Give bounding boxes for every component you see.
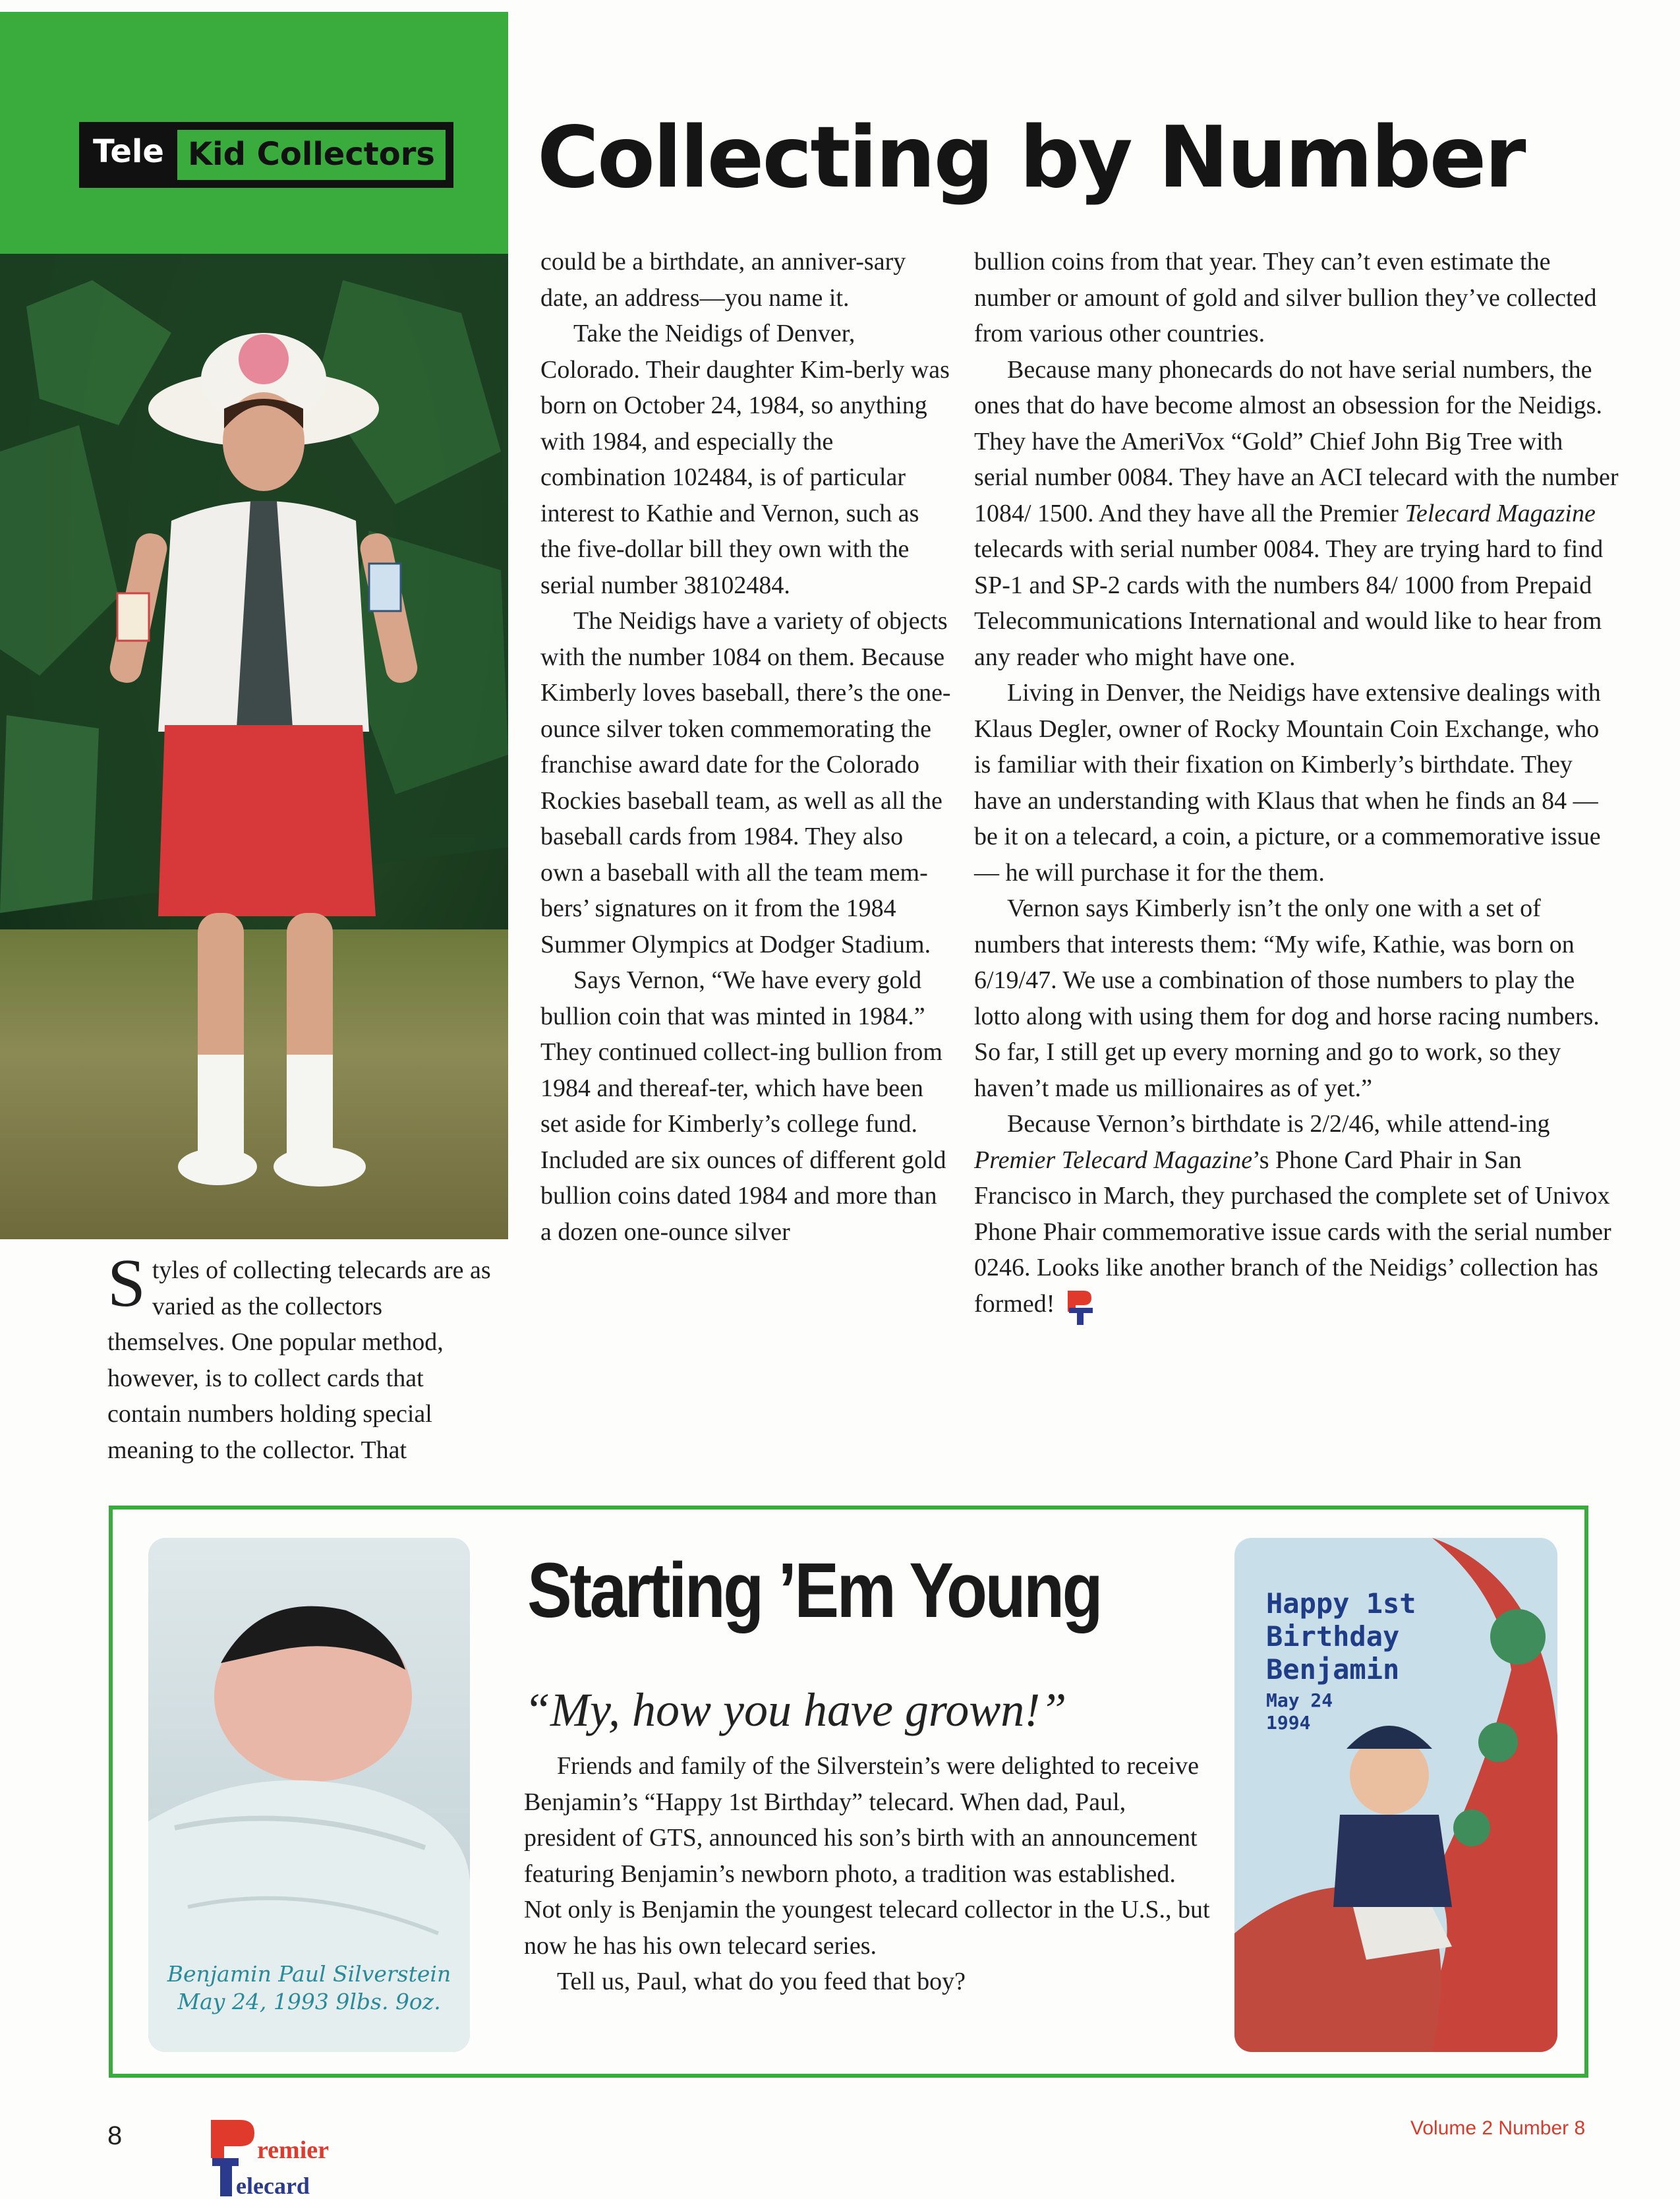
article-col2-paragraph-2: Take the Neidigs of Denver, Colorado. Their daughter Kim-berly was born on October 24, 1984, so anything with 1984, and especially the combination 102484, is of particular interest to Kathie and Vernon, such as the five-dollar bill they own with the serial number 38102484.: [540, 320, 950, 599]
telecard-newborn: [148, 1538, 470, 2052]
article-col3-paragraph-4: Vernon says Kimberly isn’t the only one with a set of numbers that interests them: “My wife, Kathie, was born on 6/19/47. We use a combination of those numbers to play the lotto along with using them for dog and horse racing numbers. So far, I still get up every morning and go to work, so they haven’t made us millionaires as of yet.”: [974, 894, 1600, 1102]
section-label: [79, 122, 453, 188]
sidebar-pull-quote: “My, how you have grown!”: [524, 1684, 1067, 1736]
section-label-tele: Tele: [93, 133, 164, 170]
sidebar-title: Starting ’Em Young: [527, 1547, 1101, 1634]
logo-text-telecard: elecard: [236, 2173, 310, 2199]
article-column-3: [974, 244, 1620, 1326]
sidebar-body: [524, 1748, 1216, 2000]
sidebar-paragraph-1: Friends and family of the Silverstein’s were delighted to receive Benjamin’s “Happy 1st Birthday” telecard. When dad, Paul, president of GTS, announced his son’s birth with an announcement featuring Benjamin’s newborn photo, a tradition was established. Not only is Benjamin the youngest telecard collector in the U.S., but now he has his own telecard series.: [524, 1752, 1210, 1960]
issue-info: Volume 2 Number 8: [1410, 2117, 1586, 2139]
drop-cap: S: [107, 1245, 146, 1321]
premier-telecard-logo: [210, 2117, 381, 2199]
end-mark-pt-logo-icon: [1065, 1288, 1094, 1326]
article-title: Collecting by Number: [537, 109, 1524, 207]
article-column-1: [107, 1245, 503, 1468]
birthday-card-date: May 24 1994: [1266, 1689, 1333, 1734]
article-column-2: [540, 244, 952, 1250]
girl-figure: [99, 310, 442, 1206]
logo-text-premier: remier: [257, 2136, 329, 2164]
sidebar-paragraph-2: Tell us, Paul, what do you feed that boy?: [557, 1968, 966, 1995]
article-col1-paragraph-1: Styles of collecting telecards are as varied as the collectors themselves. One popular method, however, is to collect cards that contain numbers holding special meaning to the collector. That: [107, 1245, 491, 1464]
section-label-kid-collectors: Kid Collectors: [175, 127, 448, 183]
telecard-first-birthday: [1234, 1538, 1557, 2052]
page-number: 8: [107, 2121, 123, 2150]
article-col3-paragraph-3: Living in Denver, the Neidigs have extensive dealings with Klaus Degler, owner of Rocky Mountain Coin Exchange, who is familiar with their fixation on Kimberly’s birthdate. They have an understanding with Klaus that when he finds an 84 — be it on a telecard, a coin, a picture, or a commemorative issue — he will purchase it for the them.: [974, 679, 1601, 887]
article-col3-paragraph-1: bullion coins from that year. They can’t even estimate the number or amount of gold and silver bullion they’ve collected from various other countries.: [974, 248, 1597, 347]
article-col2-paragraph-1: could be a birthdate, an anniver-sary date, an address—you name it.: [540, 248, 906, 312]
birthday-card-greeting: Happy 1st Birthday Benjamin: [1266, 1587, 1416, 1686]
article-col3-paragraph-5: Because Vernon’s birthdate is 2/2/46, while attend-ing Premier Telecard Magazine’s Phone Card Phair in San Francisco in March, they purchased the complete set of Univox Phone Phair commemorative issue cards with the serial number 0246. Looks like another branch of the Neidigs’ collection has formed!: [974, 1106, 1620, 1326]
article-col2-paragraph-3: The Neidigs have a variety of objects with the number 1084 on them. Because Kimberly loves baseball, there’s the one-ounce silver token commemorating the franchise award date for the Colorado Rockies baseball team, as well as all the baseball cards from 1984. They also own a baseball with all the team mem-bers’ signatures on it from the 1984 Summer Olympics at Dodger Stadium.: [540, 607, 951, 958]
girl-photo: [0, 254, 508, 1239]
article-col2-paragraph-4: Says Vernon, “We have every gold bullion coin that was minted in 1984.” They continued collect-ing bullion from 1984 and thereaf-ter, which have been set aside for Kimberly’s college fund. Included are six ounces of different gold bullion coins dated 1984 and more than a dozen one-ounce silver: [540, 966, 946, 1246]
article-col3-paragraph-2: Because many phonecards do not have serial numbers, the ones that do have become almost an obsession for the Neidigs. They have the AmeriVox “Gold” Chief John Big Tree with serial number 0084. They have an ACI telecard with the number 1084/ 1500. And they have all the Premier Telecard Magazine telecards with serial number 0084. They are trying hard to find SP-1 and SP-2 cards with the numbers 84/ 1000 from Prepaid Telecommunications International and would like to hear from any reader who might have one.: [974, 355, 1619, 671]
newborn-card-caption: Benjamin Paul Silverstein May 24, 1993 9lbs. 9oz.: [167, 1961, 451, 2014]
